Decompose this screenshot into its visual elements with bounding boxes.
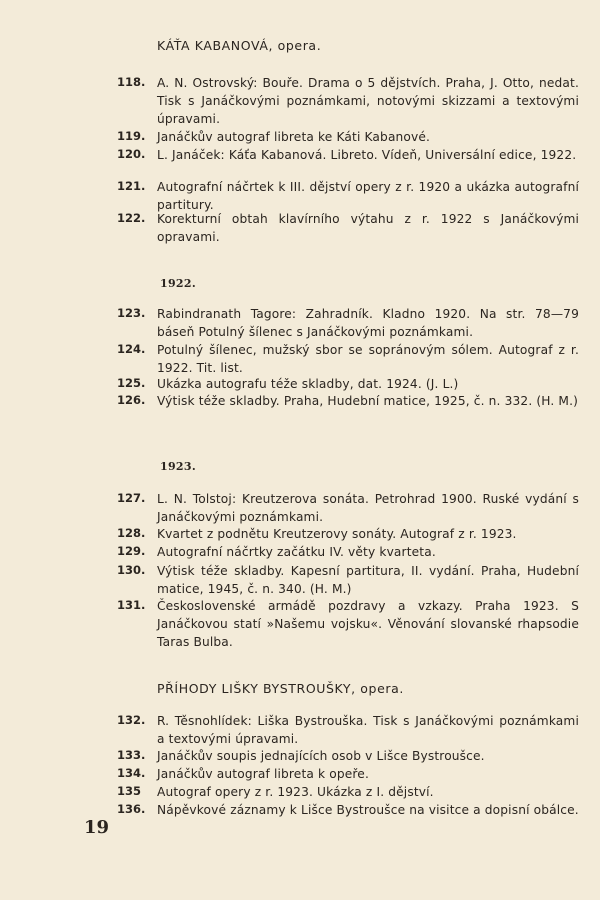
entry-number: 134. xyxy=(117,766,146,780)
catalog-entry xyxy=(117,178,579,214)
entry-number: 125. xyxy=(117,376,146,390)
catalog-entry xyxy=(117,783,579,801)
entry-text: Autografní náčrtek k III. dějství opery z r. 1920 a ukázka autografní partitury. xyxy=(157,180,579,212)
catalog-entry xyxy=(117,712,579,748)
entry-number: 127. xyxy=(117,491,146,505)
entry-number: 124. xyxy=(117,342,146,356)
entry-number: 120. xyxy=(117,147,146,161)
entry-text: Janáčkův soupis jednajících osob v Lišce Bystroušce. xyxy=(157,749,485,763)
entry-number: 121. xyxy=(117,179,146,193)
entry-text: Janáčkův autograf libreta ke Káti Kabanové. xyxy=(157,130,431,144)
entry-number: 126. xyxy=(117,393,146,407)
catalog-entry xyxy=(117,341,579,377)
entry-number: 122. xyxy=(117,211,146,225)
entry-text: L. N. Tolstoj: Kreutzerova sonáta. Petrohrad 1900. Ruské vydání s Janáčkovými poznámkami. xyxy=(157,492,579,524)
entry-number: 118. xyxy=(117,75,146,89)
catalog-entry xyxy=(117,543,579,561)
entry-text: Janáčkův autograf libreta k opeře. xyxy=(157,767,369,781)
entry-number: 132. xyxy=(117,713,146,727)
entry-text: Výtisk téže skladby. Praha, Hudební matice, 1925, č. n. 332. (H. M.) xyxy=(157,394,579,408)
entry-number: 128. xyxy=(117,526,146,540)
entry-text: Autografní náčrtky začátku IV. věty kvarteta. xyxy=(157,545,436,559)
catalog-entry xyxy=(117,305,579,341)
entry-text: Výtisk téže skladby. Kapesní partitura, II. vydání. Praha, Hudební matice, 1945, č. n. 340. (H. M.) xyxy=(157,564,579,596)
entry-text: Autograf opery z r. 1923. Ukázka z I. dějství. xyxy=(157,785,434,799)
catalog-entry xyxy=(117,562,579,598)
catalog-entry xyxy=(117,74,579,128)
entry-text: Kvartet z podnětu Kreutzerovy sonáty. Autograf z r. 1923. xyxy=(157,527,517,541)
page-number: 19 xyxy=(84,817,110,838)
entry-text: Ukázka autografu téže skladby, dat. 1924. (J. L.) xyxy=(157,377,459,391)
entry-text: A. N. Ostrovský: Bouře. Drama o 5 dějstvích. Praha, J. Otto, nedat. Tisk s Janáčkovými poznámkami, notovými skizzami a textovými úpravami. xyxy=(157,76,579,126)
entry-number: 133. xyxy=(117,748,146,762)
entry-text: L. Janáček: Káťa Kabanová. Libreto. Vídeň, Universální edice, 1922. xyxy=(157,148,577,162)
section-heading: PŘÍHODY LIŠKY BYSTROUŠKY, opera. xyxy=(157,681,404,696)
catalog-entry xyxy=(117,392,579,428)
entry-number: 135 xyxy=(117,784,142,798)
section-heading: KÁŤA KABANOVÁ, opera. xyxy=(157,38,322,53)
entry-text: Nápěvkové záznamy k Lišce Bystroušce na visitce a dopisní obálce. xyxy=(157,803,579,817)
year-heading: 1923. xyxy=(160,460,196,473)
entry-text: Československé armádě pozdravy a vzkazy. Praha 1923. S Janáčkovou statí »Našemu vojsku«. Věnování slovanské rhapsodie Taras Bulba. xyxy=(157,599,579,649)
catalog-entry xyxy=(117,747,579,765)
catalog-entry xyxy=(117,210,579,246)
entry-text: Potulný šílenec, mužský sbor se sopránovým sólem. Autograf z r. 1922. Tit. list. xyxy=(157,343,579,375)
year-heading: 1922. xyxy=(160,277,196,290)
catalog-entry xyxy=(117,146,579,182)
entry-number: 119. xyxy=(117,129,146,143)
catalog-entry xyxy=(117,490,579,526)
entry-number: 136. xyxy=(117,802,146,816)
entry-number: 123. xyxy=(117,306,146,320)
catalog-entry xyxy=(117,765,579,783)
catalog-entry xyxy=(117,597,579,651)
entry-text: Korekturní obtah klavírního výtahu z r. 1922 s Janáčkovými opravami. xyxy=(157,212,579,244)
catalog-entry xyxy=(117,525,579,543)
catalog-entry xyxy=(117,128,579,146)
entry-number: 129. xyxy=(117,544,146,558)
catalog-entry xyxy=(117,801,579,837)
entry-text: R. Těsnohlídek: Liška Bystrouška. Tisk s Janáčkovými poznámkami a textovými úpravami. xyxy=(157,714,579,746)
entry-text: Rabindranath Tagore: Zahradník. Kladno 1920. Na str. 78—79 báseň Potulný šílenec s Janáčkovými poznámkami. xyxy=(157,307,579,339)
entry-number: 131. xyxy=(117,598,146,612)
catalog-entry xyxy=(117,375,579,393)
entry-number: 130. xyxy=(117,563,146,577)
